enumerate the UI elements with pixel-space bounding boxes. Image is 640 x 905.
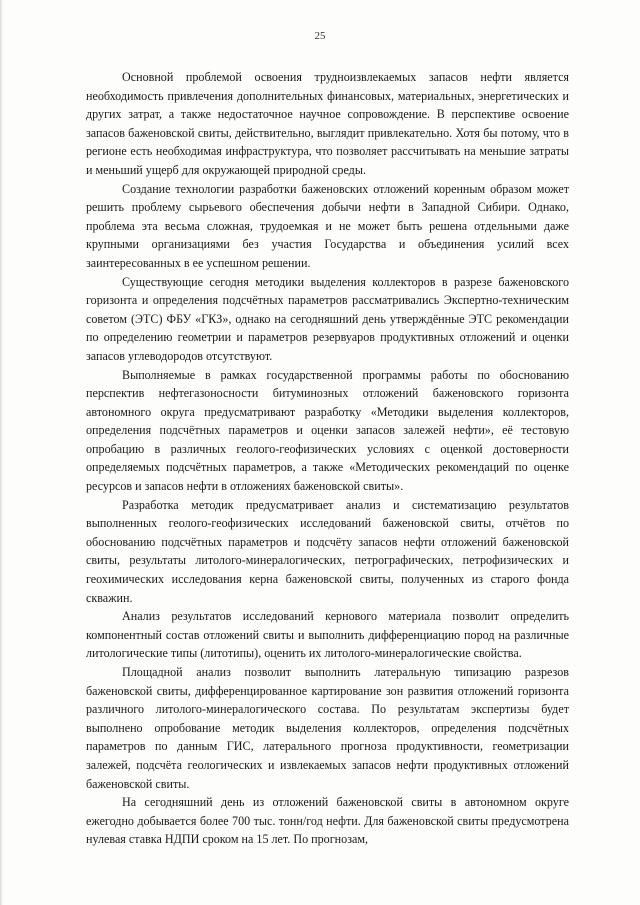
scan-edge-shadow bbox=[0, 0, 3, 905]
paragraph-2: Создание технологии разработки баженовских отложений коренным образом может решить проблему сырьевого обеспечения добычи нефти в Западной Сибири. Однако, проблема эта весьма сложная, трудоемкая и не может быть решена отдельными даже крупными организациями без участия Государства и объединения усилий всех заинтересованных в ее успешном решении. bbox=[86, 181, 569, 270]
paragraph-4: Выполняемые в рамках государственной программы работы по обоснованию перспектив нефтегазоносности битуминозных отложений баженовского горизонта автономного округа предусматривают разработку «Методики выделения коллекторов, определения подсчётных параметров и оценки запасов залежей нефти», её тестовую опробацию в различных геолого-геофизических условиях с оценкой достоверности определяемых подсчётных параметров, а также «Методических рекомендаций по оценке ресурсов и запасов нефти в отложениях баженовской свиты». bbox=[86, 367, 569, 494]
paragraph-6: Анализ результатов исследований кернового материала позволит определить компонентный состав отложений свиты и выполнить дифференциацию пород на различные литологические типы (литотипы), оценить их литолого-минералогические свойства. bbox=[86, 609, 569, 661]
paragraph-7: Площадной анализ позволит выполнить латеральную типизацию разрезов баженовской свиты, дифференцированное картирование зон развития отложений горизонта различного литолого-минералогического состава. По результатам экспертизы будет выполнено опробование методик выделения коллекторов, определения подсчётных параметров по данным ГИС, латерального прогноза продуктивности, геометризации залежей, подсчёта геологических и извлекаемых запасов нефти продуктивных отложений баженовской свиты. bbox=[86, 665, 569, 791]
paragraph-5: Разработка методик предусматривает анализ и систематизацию результатов выполненных геолого-геофизических исследований баженовской свиты, отчётов по обоснованию подсчётных параметров и подсчёту запасов нефти отложений баженовской свиты, результаты литолого-минералогических, петрографических, петрофизических и геохимических исследования керна баженовской свиты, полученных из старого фонда скважин. bbox=[86, 497, 569, 605]
paragraph-3: Существующие сегодня методики выделения коллекторов в разрезе баженовского горизонта и определения подсчётных параметров рассматривались Экспертно-техническим советом (ЭТС) ФБУ «ГКЗ», однако на сегодняшний день утверждённые ЭТС рекомендации по определению геометрии и параметров резервуаров продуктивных отложений и оценки запасов углеводородов отсутствуют. bbox=[86, 274, 569, 363]
page-number: 25 bbox=[314, 30, 326, 42]
paragraph-8: На сегодняшний день из отложений баженовской свиты в автономном округе ежегодно добывается более 700 тыс. тонн/год нефти. Для баженовской свиты предусмотрена нулевая ставка НДПИ сроком на 15 лет. По прогнозам, bbox=[86, 795, 569, 847]
paragraph-1: Основной проблемой освоения трудноизвлекаемых запасов нефти является необходимость привлечения дополнительных финансовых, материальных, энергетических и других затрат, а также недостаточное научное сопровождение. В перспективе освоение запасов баженовской свиты, действительно, выглядит привлекательно. Хотя бы потому, что в регионе есть необходимая инфраструктура, что позволяет рассчитывать на меньшие затраты и меньший ущерб для окружающей природной среды. bbox=[86, 70, 569, 177]
document-body bbox=[86, 68, 569, 849]
